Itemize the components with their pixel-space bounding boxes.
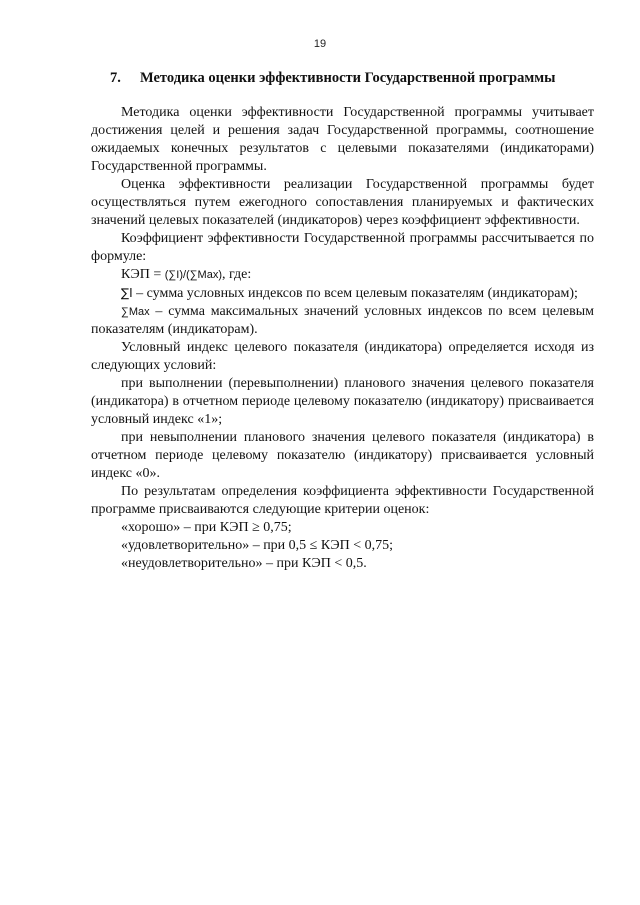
sum-i-symbol: ∑I (121, 286, 133, 300)
criterion-good: «хорошо» – при КЭП ≥ 0,75; (121, 520, 292, 535)
paragraph-condition-met: при выполнении (перевыполнении) планового значения целевого показателя (индикатора) в отчетном периоде целевому показателю (индикатору) присваивается условный индекс «1»; (91, 376, 594, 427)
document-body (91, 104, 594, 573)
sum-i-text: – сумма условных индексов по всем целевым показателям (индикаторам); (132, 286, 578, 301)
paragraph-condition-not-met: при невыполнении планового значения целевого показателя (индикатора) в отчетном периоде целевому показателю (индикатору) присваивается условный индекс «0». (91, 430, 594, 481)
page-number: 19 (313, 38, 327, 50)
criterion-satisfactory: «удовлетворительно» – при 0,5 ≤ КЭП < 0,75; (121, 538, 394, 553)
formula-expression: (∑I)/(∑Max) (164, 269, 222, 281)
definition-sum-index (91, 284, 594, 303)
formula-lhs: КЭП = (121, 267, 165, 282)
paragraph-criteria-intro: По результатам определения коэффициента эффективности Государственной программе присваиваются следующие критерии оценок: (91, 484, 594, 517)
definition-sum-max (91, 303, 594, 339)
sum-max-symbol: ∑Max (121, 306, 150, 318)
paragraph-evaluation: Оценка эффективности реализации Государственной программы будет осуществляться путем ежегодного сопоставления планируемых и фактических значений целевых показателей (индикаторов) через коэффициент эффективности. (91, 177, 594, 228)
paragraph-method-intro: Методика оценки эффективности Государственной программы учитывает достижения целей и решения задач Государственной программы, соотношение ожидаемых конечных результатов с целевыми показателями (индикаторами) Государственной программы. (91, 105, 594, 174)
sum-max-text: – сумма максимальных значений условных индексов по всем целевым показателям (индикаторам). (91, 304, 594, 337)
criterion-unsatisfactory: «неудовлетворительно» – при КЭП < 0,5. (121, 556, 367, 571)
section-number: 7. (110, 70, 121, 86)
paragraph-index-conditions: Условный индекс целевого показателя (индикатора) определяется исходя из следующих условий: (91, 340, 594, 373)
section-heading (110, 70, 610, 87)
formula-line (91, 266, 594, 284)
paragraph-coefficient-intro: Коэффициент эффективности Государственной программы рассчитывается по формуле: (91, 231, 594, 264)
section-title: Методика оценки эффективности Государственной программы (140, 70, 556, 86)
formula-tail: , где: (222, 267, 252, 282)
